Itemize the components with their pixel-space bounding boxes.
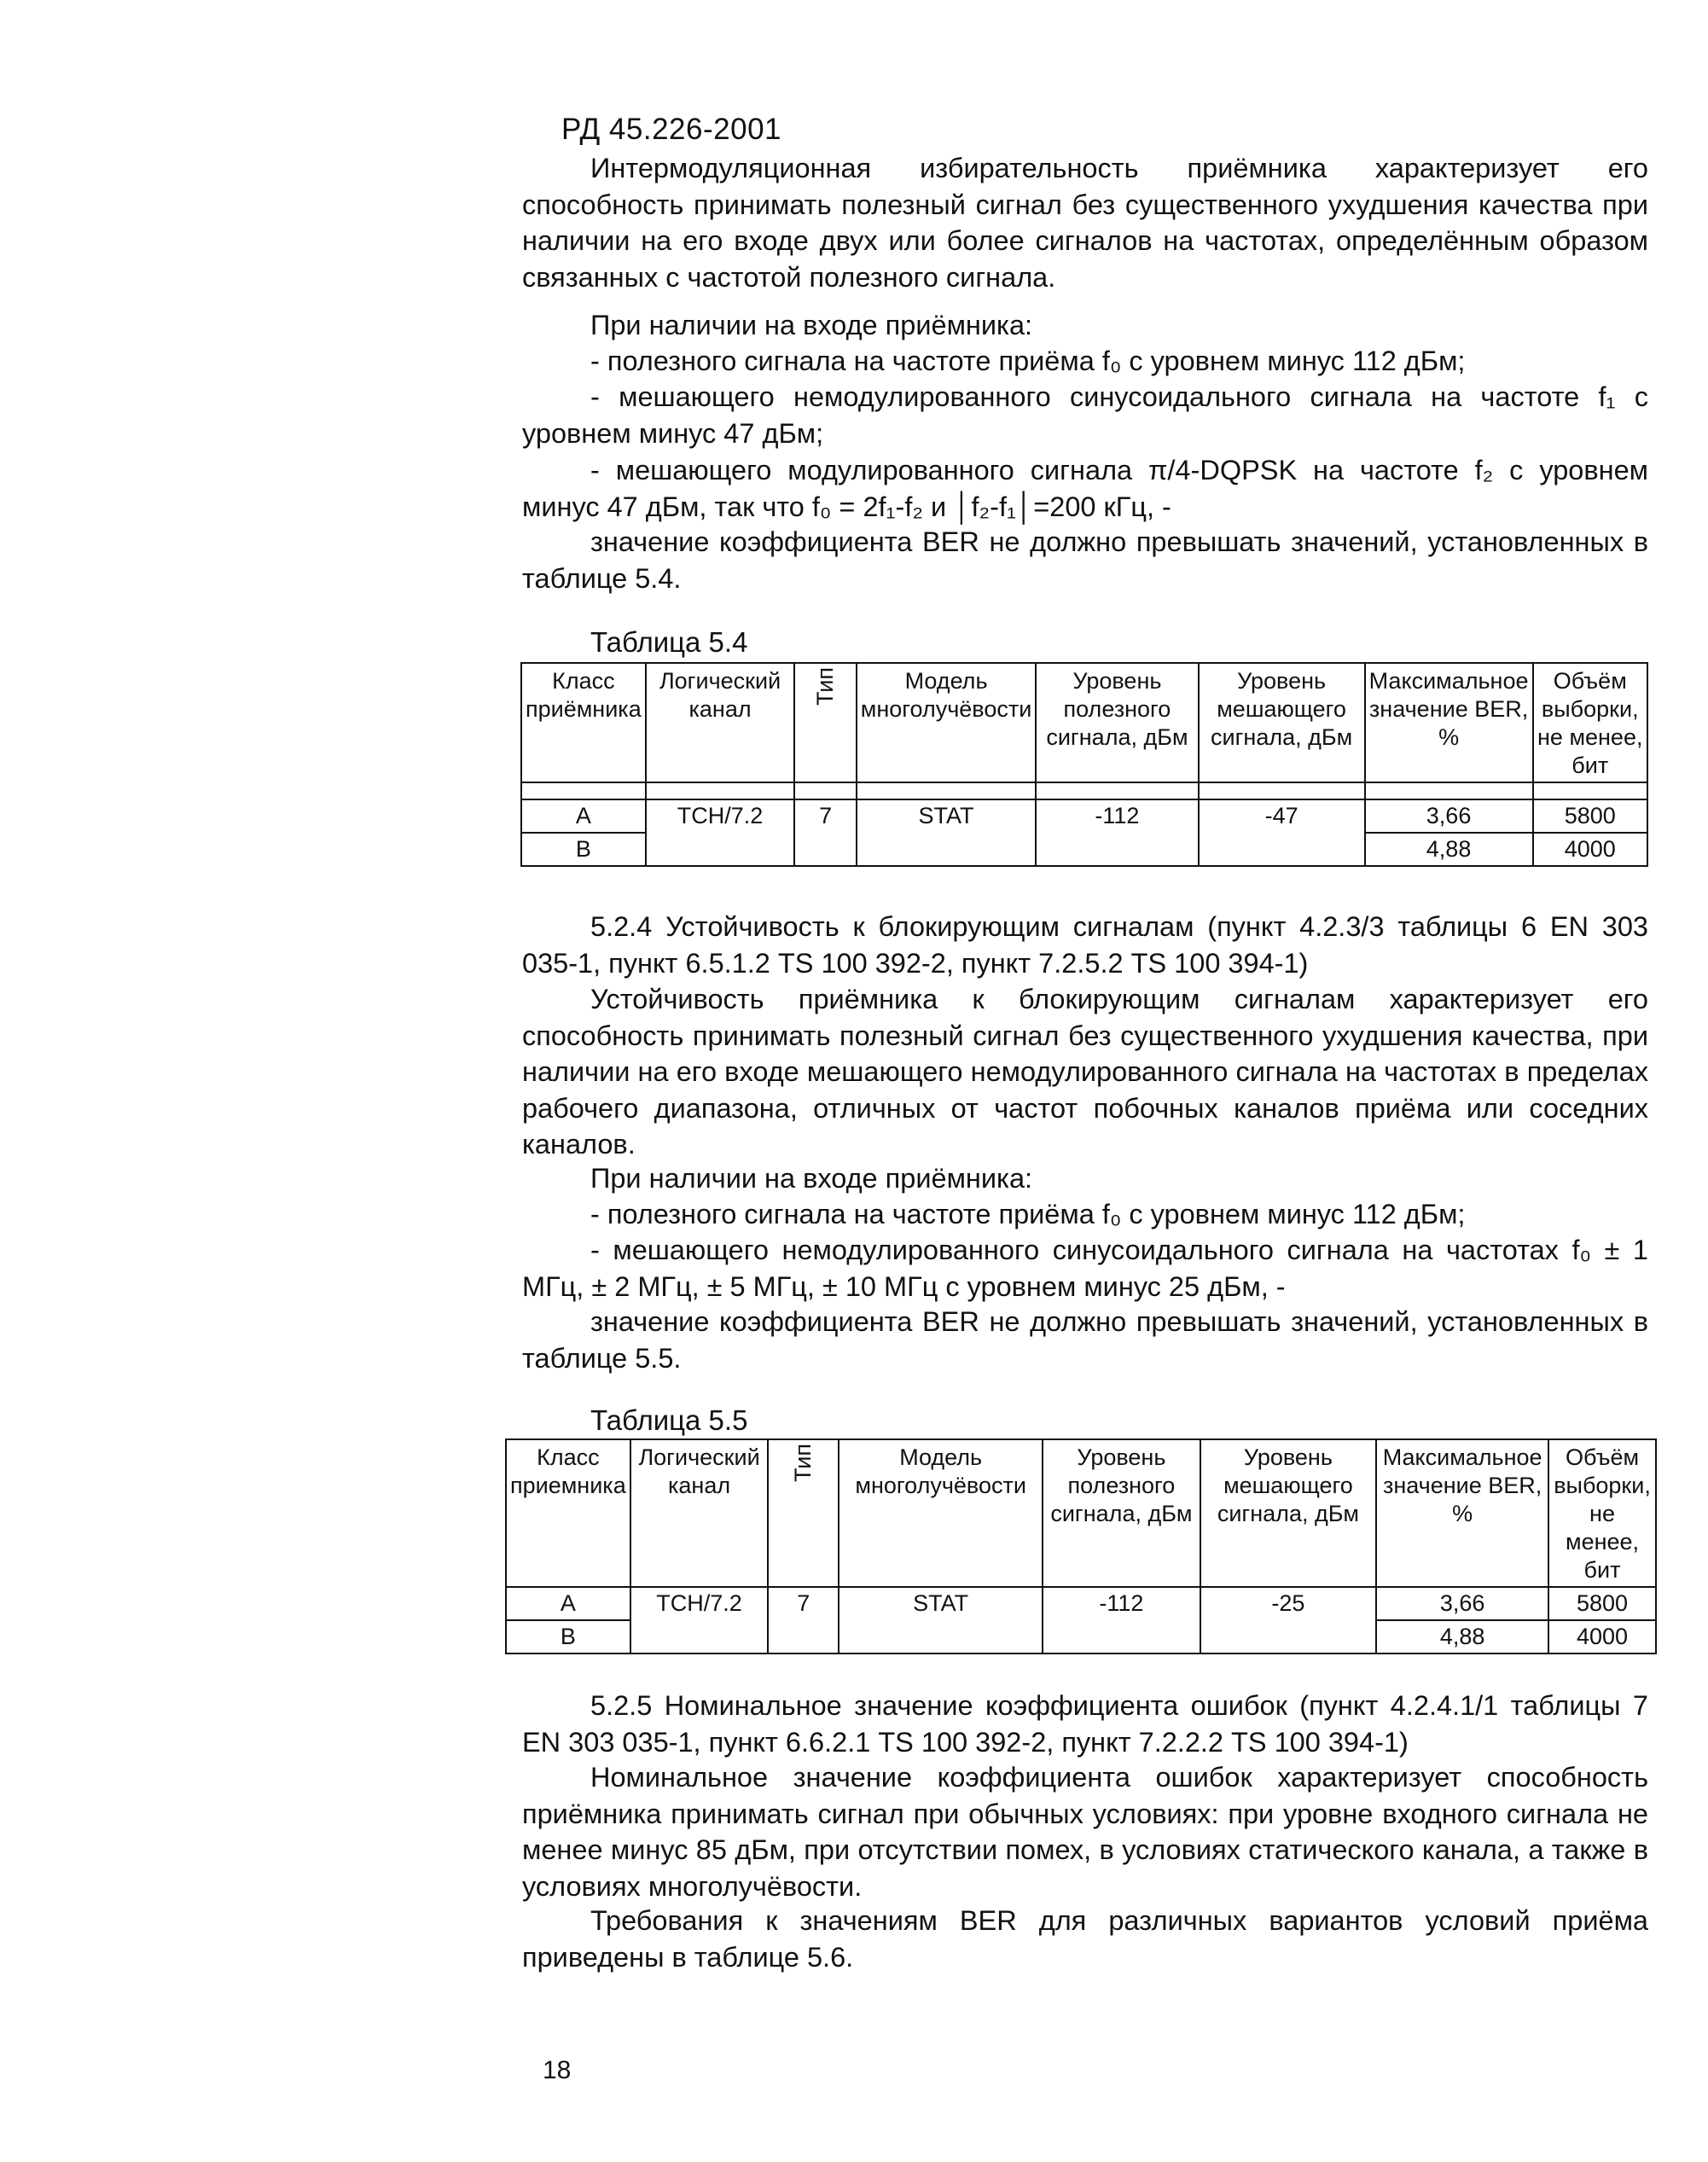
table-cell: 7	[794, 799, 856, 866]
table-cell: 5800	[1533, 799, 1648, 833]
table-cell: A	[521, 799, 646, 833]
section-5-2-4-paragraph-5: значение коэффициента BER не должно превышать значений, установленных в таблице 5.5.	[522, 1306, 1648, 1374]
table-header-cell: Модель многолучёвости	[857, 663, 1037, 782]
table-cell: 3,66	[1376, 1587, 1548, 1620]
section-5-2-5-paragraph-2: Требования к значениям BER для различных вариантов условий приёма приведены в таблице 5.6.	[522, 1905, 1648, 1973]
table-5-4	[520, 662, 1648, 867]
section-5-2-4-paragraph-4: - мешающего немодулированного синусоидального сигнала на частотах f₀ ± 1 МГц, ± 2 МГц, ± 5 МГц, ± 10 МГц с уровнем минус 25 дБм, -	[522, 1235, 1648, 1302]
type-label: Тип	[812, 667, 839, 706]
table-cell: 5800	[1548, 1587, 1656, 1620]
table-header-cell	[768, 1439, 839, 1587]
table-cell: A	[506, 1587, 630, 1620]
intermod-paragraph-4: - мешающего немодулированного синусоидального сигнала на частоте f₁ с уровнем минус 47 дБм;	[522, 381, 1648, 449]
table-header-cell	[794, 663, 856, 782]
table-cell: TCH/7.2	[630, 1587, 769, 1653]
section-5-2-4-title: 5.2.4 Устойчивость к блокирующим сигналам (пункт 4.2.3/3 таблицы 6 EN 303 035-1, пункт 6.5.1.2 TS 100 392-2, пункт 7.2.5.2 TS 100 394-1)	[522, 911, 1648, 979]
table-cell: 3,66	[1365, 799, 1533, 833]
table-5-5	[505, 1438, 1657, 1654]
table-cell: B	[506, 1620, 630, 1653]
section-5-2-4-paragraph-2: При наличии на входе приёмника:	[590, 1163, 1033, 1194]
table-cell: 4000	[1548, 1620, 1656, 1653]
table-cell: -112	[1043, 1587, 1200, 1653]
table-header-cell: Класс приёмника	[521, 663, 646, 782]
section-5-2-5-paragraph-1: Номинальное значение коэффициента ошибок характеризует способность приёмника принимать сигнал при обычных условиях: при уровне входного сигнала не менее минус 85 дБм, при отсутствии помех, в условиях статического канала, а также в условиях многолучёвости.	[522, 1762, 1648, 1902]
table-header-cell: Объём выборки, не менее, бит	[1533, 663, 1648, 782]
table-5-4-caption: Таблица 5.4	[590, 626, 748, 658]
intermod-paragraph-2: При наличии на входе приёмника:	[590, 310, 1033, 340]
table-header-row	[521, 663, 1647, 782]
intermod-paragraph-5: - мешающего модулированного сигнала π/4-DQPSK на частоте f₂ с уровнем минус 47 дБм, так что f₀ = 2f₁-f₂ и │f₂-f₁│=200 кГц, -	[522, 455, 1648, 522]
table-cell: STAT	[839, 1587, 1043, 1653]
intermod-paragraph-1: Интермодуляционная избирательность приёмника характеризует его способность принимать полезный сигнал без существенного ухудшения качества при наличии на его входе двух или более сигналов на частотах, определённым образом связанных с частотой полезного сигнала.	[522, 153, 1648, 293]
table-header-cell: Максимальное значение BER, %	[1365, 663, 1533, 782]
table-5-5-caption: Таблица 5.5	[590, 1404, 748, 1436]
table-cell: -112	[1036, 799, 1198, 866]
table-header-cell: Уровень мешающего сигнала, дБм	[1199, 663, 1365, 782]
table-row	[506, 1587, 1656, 1620]
page-number: 18	[543, 2056, 572, 2084]
table-header-row	[506, 1439, 1656, 1587]
table-header-cell: Логический канал	[646, 663, 795, 782]
table-cell: 4,88	[1365, 833, 1533, 866]
document-id: РД 45.226-2001	[561, 113, 781, 146]
table-header-cell: Уровень мешающего сигнала, дБм	[1200, 1439, 1377, 1587]
table-cell: STAT	[857, 799, 1037, 866]
table-header-cell: Максимальное значение BER, %	[1376, 1439, 1548, 1587]
table-cell: B	[521, 833, 646, 866]
table-cell: TCH/7.2	[646, 799, 795, 866]
table-header-cell: Уровень полезного сигнала, дБм	[1043, 1439, 1200, 1587]
table-header-cell: Объём выборки, не менее, бит	[1548, 1439, 1656, 1587]
table-header-cell: Модель многолучёвости	[839, 1439, 1043, 1587]
table-row	[521, 799, 1647, 833]
intermod-paragraph-3: - полезного сигнала на частоте приёма f₀ с уровнем минус 112 дБм;	[590, 346, 1466, 376]
table-cell: 7	[768, 1587, 839, 1653]
type-label: Тип	[790, 1444, 816, 1483]
table-header-cell: Уровень полезного сигнала, дБм	[1036, 663, 1198, 782]
table-spacer-row	[521, 782, 1647, 799]
section-5-2-5-title: 5.2.5 Номинальное значение коэффициента ошибок (пункт 4.2.4.1/1 таблицы 7 EN 303 035-1, пункт 6.6.2.1 TS 100 392-2, пункт 7.2.2.2 TS 100 394-1)	[522, 1690, 1648, 1758]
intermod-paragraph-6: значение коэффициента BER не должно превышать значений, установленных в таблице 5.4.	[522, 526, 1648, 594]
table-header-cell: Класс приемника	[506, 1439, 630, 1587]
section-5-2-4-paragraph-3: - полезного сигнала на частоте приёма f₀ с уровнем минус 112 дБм;	[590, 1199, 1466, 1229]
table-cell: 4000	[1533, 833, 1648, 866]
section-5-2-4-paragraph-1: Устойчивость приёмника к блокирующим сигналам характеризует его способность принимать полезный сигнал без существенного ухудшения качества, при наличии на его входе мешающего немодулированного сигнала на частотах в пределах рабочего диапазона, отличных от частот побочных каналов приёма или соседних каналов.	[522, 984, 1648, 1159]
table-cell: -25	[1200, 1587, 1377, 1653]
table-header-cell: Логический канал	[630, 1439, 769, 1587]
table-cell: 4,88	[1376, 1620, 1548, 1653]
table-cell: -47	[1199, 799, 1365, 866]
